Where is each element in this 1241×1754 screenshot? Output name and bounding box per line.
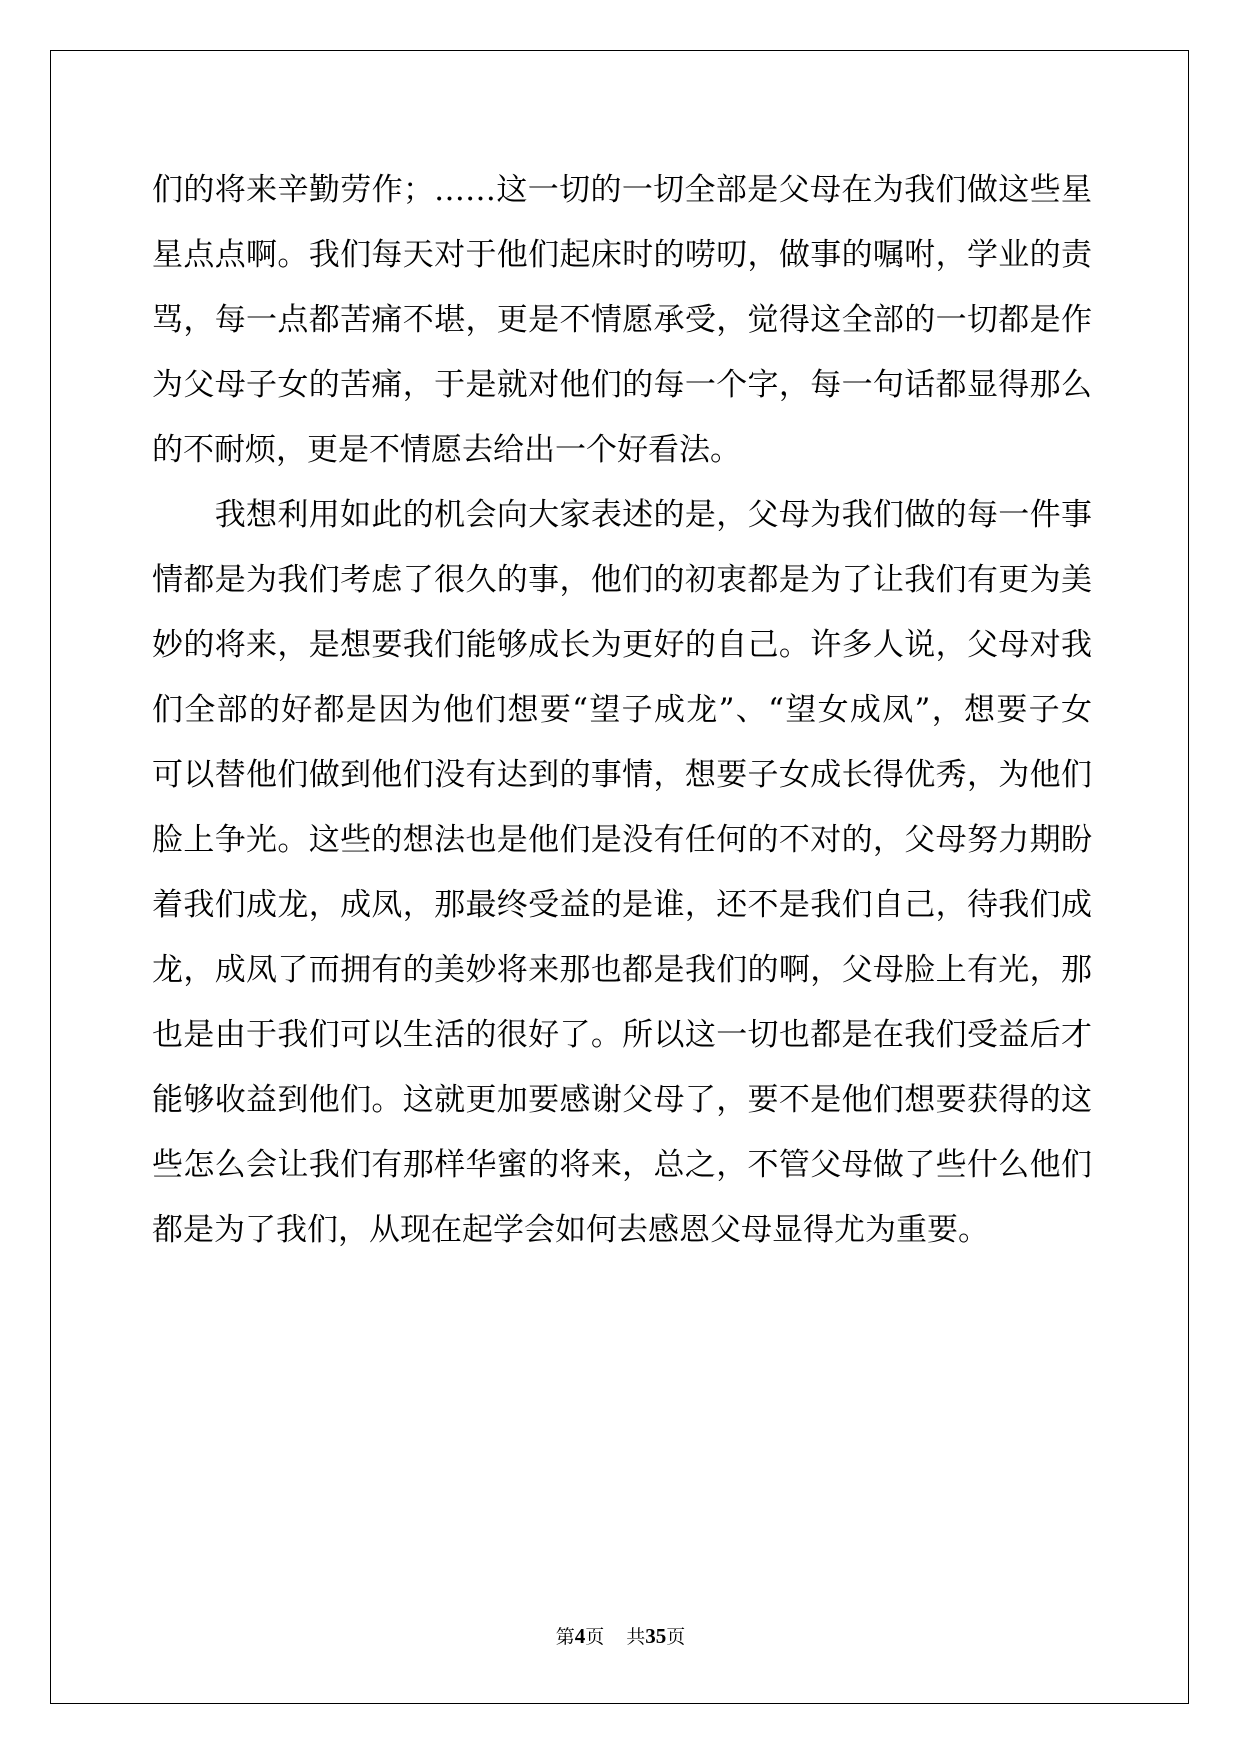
footer-total-prefix: 共 [626, 1626, 646, 1648]
footer-total-suffix: 页 [666, 1626, 686, 1648]
text-line: 们的将来辛勤劳作；……这一切的一切全部是父母在为我们做这些星 [152, 172, 1092, 208]
paragraph-1 [152, 158, 1092, 483]
footer-total-pages: 35 [645, 1624, 667, 1648]
text-line: 都是为了我们，从现在起学会如何去感恩父母显得尤为重要。 [152, 1212, 989, 1248]
text-line: 情都是为我们考虑了很久的事，他们的初衷都是为了让我们有更为美 [152, 562, 1092, 598]
text-line: 脸上争光。这些的想法也是他们是没有任何的不对的，父母努力期盼 [152, 822, 1092, 858]
footer-page-prefix: 第 [555, 1626, 575, 1648]
footer-page-number: 4 [574, 1624, 586, 1648]
text-line: 的不耐烦，更是不情愿去给出一个好看法。 [152, 432, 741, 468]
text-line: 我想利用如此的机会向大家表述的是，父母为我们做的每一件事 [152, 497, 1092, 533]
text-line: 为父母子女的苦痛，于是就对他们的每一个字，每一句话都显得那么 [152, 367, 1092, 403]
text-line: 也是由于我们可以生活的很好了。所以这一切也都是在我们受益后才 [152, 1017, 1092, 1053]
text-line: 可以替他们做到他们没有达到的事情，想要子女成长得优秀，为他们 [152, 757, 1092, 793]
text-line: 着我们成龙，成凤，那最终受益的是谁，还不是我们自己，待我们成 [152, 887, 1092, 923]
text-line: 些怎么会让我们有那样华蜜的将来，总之，不管父母做了些什么他们 [152, 1147, 1092, 1183]
text-line: 骂，每一点都苦痛不堪，更是不情愿承受，觉得这全部的一切都是作 [152, 302, 1092, 338]
paragraph-2 [152, 483, 1092, 1263]
page-footer [0, 1622, 1241, 1649]
text-line: 星点点啊。我们每天对于他们起床时的唠叨，做事的嘱咐，学业的责 [152, 237, 1092, 273]
text-line: 龙，成凤了而拥有的美妙将来那也都是我们的啊，父母脸上有光，那 [152, 952, 1092, 988]
text-line: 妙的将来，是想要我们能够成长为更好的自己。许多人说，父母对我 [152, 627, 1092, 663]
footer-page-suffix: 页 [585, 1626, 605, 1648]
document-body [152, 158, 1092, 1263]
text-line: 能够收益到他们。这就更加要感谢父母了，要不是他们想要获得的这 [152, 1082, 1092, 1118]
text-line: 们全部的好都是因为他们想要“望子成龙”、“望女成凤”，想要子女 [152, 692, 1092, 728]
